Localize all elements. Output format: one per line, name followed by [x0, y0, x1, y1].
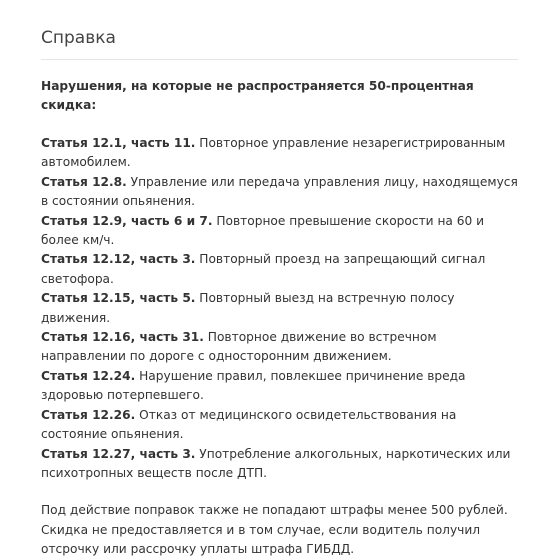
article-number: Статья 12.27, часть 3.	[41, 446, 196, 461]
list-item	[41, 134, 518, 173]
article-description: Повторное превышение скорости на 60 и более км/ч.	[41, 213, 485, 248]
article-description: Нарушение правил, повлекшее причинение вреда здоровью потерпевшего.	[41, 368, 466, 403]
violations-list	[41, 134, 518, 483]
article-description: Повторный проезд на запрещающий сигнал светофора.	[41, 252, 486, 286]
article-number: Статья 12.1, часть 11.	[41, 136, 196, 150]
article-number: Статья 12.9, часть 6 и 7.	[41, 213, 213, 228]
article-description: Управление или передача управления лицу, находящемуся в состоянии опьянения.	[41, 174, 518, 209]
list-item	[41, 406, 518, 445]
article-description: Повторное движение во встречном направлении по дороге с односторонним движением.	[41, 330, 437, 364]
article-description: Повторный выезд на встречную полосу движения.	[41, 291, 455, 325]
article-number: Статья 12.26.	[41, 407, 136, 422]
article-description: Повторное управление незарегистрированным автомобилем.	[41, 136, 506, 170]
list-item	[41, 212, 518, 251]
panel-title: Справка	[41, 28, 116, 48]
list-item	[41, 173, 518, 212]
article-description: Употребление алкогольных, наркотических или психотропных веществ после ДТП.	[41, 446, 511, 480]
section-heading: Нарушения, на которые не распространяется 50-процентная скидка:	[41, 79, 474, 112]
list-item	[41, 367, 518, 406]
title-divider	[41, 59, 518, 60]
article-number: Статья 12.24.	[41, 368, 136, 383]
list-item	[41, 328, 518, 367]
list-item	[41, 289, 518, 328]
list-item	[41, 250, 518, 289]
article-number: Статья 12.16, часть 31.	[41, 330, 204, 345]
article-description: Отказ от медицинского освидетельствования на состояние опьянения.	[41, 407, 457, 442]
article-number: Статья 12.12, часть 3.	[41, 252, 196, 267]
article-number: Статья 12.15, часть 5.	[41, 291, 196, 306]
list-item	[41, 445, 518, 484]
article-number: Статья 12.8.	[41, 174, 127, 189]
footer-note: Под действие поправок также не попадают штрафы менее 500 рублей. Скидка не предоставляется и в том случае, если водитель получил отсрочку или рассрочку уплаты штрафа ГИБДД.	[41, 503, 508, 557]
